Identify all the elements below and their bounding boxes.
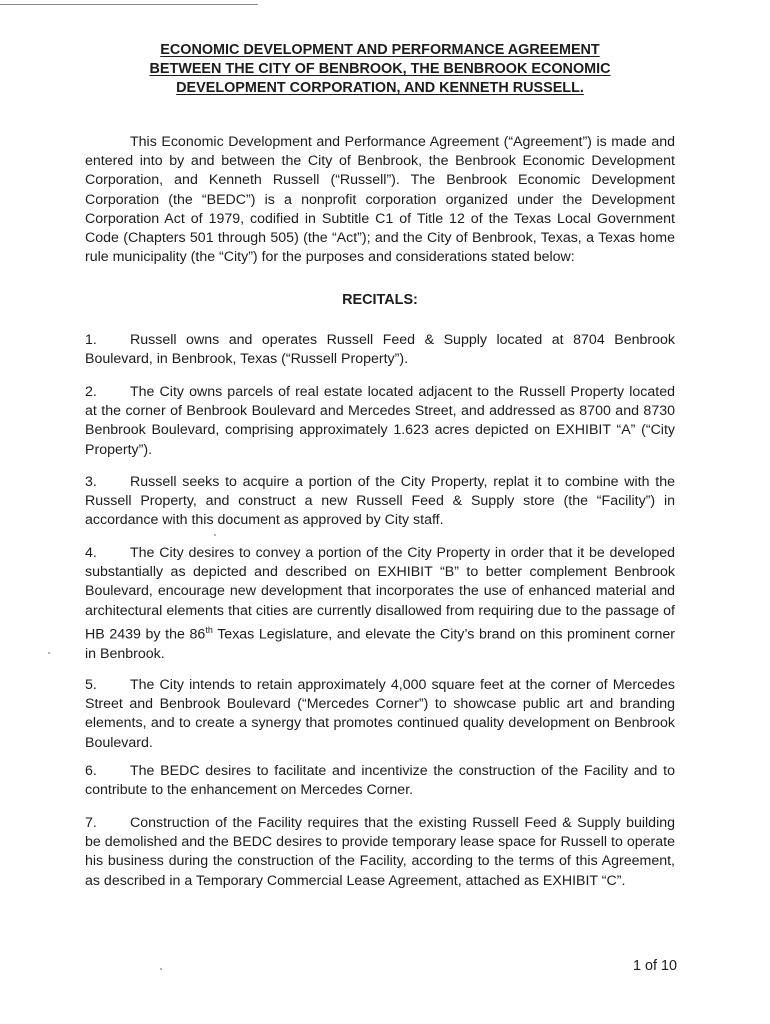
recital-number: 2.: [85, 384, 97, 400]
recital-1: [85, 331, 675, 369]
recital-text: Russell owns and operates Russell Feed & Supply located at 8704 Benbrook Boulevard, in Benbrook, Texas (“Russell Property”).: [85, 332, 675, 368]
recital-number: 7.: [85, 815, 97, 831]
recital-text-continued: Texas Legislature, and elevate the City’s brand on this prominent corner in Benbrook.: [85, 626, 675, 662]
intro-paragraph: This Economic Development and Performance Agreement (“Agreement”) is made and entered into by and between the City of Benbrook, the Benbrook Economic Development Corporation, and Kenneth Russell (“Russell”). The Benbrook Economic Development Corporation (the “BEDC”) is a nonprofit corporation organized under the Development Corporation Act of 1979, codified in Subtitle C1 of Title 12 of the Texas Local Government Code (Chapters 501 through 505) (the “Act”); and the City of Benbrook, Texas, a Texas home rule municipality (the “City”) for the purposes and considerations stated below:: [85, 134, 675, 266]
recital-text: Construction of the Facility requires that the existing Russell Feed & Supply building be demolished and the BEDC desires to provide temporary lease space for Russell to operate his business during the construction of the Facility, according to the terms of this Agreement, as described in a Temporary Commercial Lease Agreement, attached as EXHIBIT “C”.: [85, 815, 675, 889]
scan-speck: [48, 652, 50, 654]
recital-number: 3.: [85, 474, 97, 490]
title-line: BETWEEN THE CITY OF BENBROOK, THE BENBROOK ECONOMIC: [149, 61, 611, 77]
document-title: [85, 41, 675, 98]
recital-text: The BEDC desires to facilitate and incentivize the construction of the Facility and to contribute to the enhancement on Mercedes Corner.: [85, 763, 675, 799]
recital-number: 6.: [85, 763, 97, 779]
recital-6: [85, 762, 675, 800]
scan-speck: [214, 534, 216, 536]
recital-text: Russell seeks to acquire a portion of the City Property, replat it to combine with the Russell Property, and construct a new Russell Feed & Supply store (the “Facility”) in accordance with this document as approved by City staff.: [85, 474, 675, 529]
title-line: DEVELOPMENT CORPORATION, AND KENNETH RUSSELL.: [176, 80, 584, 96]
recital-5: [85, 676, 675, 753]
title-line: ECONOMIC DEVELOPMENT AND PERFORMANCE AGREEMENT: [160, 42, 600, 58]
page-number: 1 of 10: [632, 958, 677, 974]
recital-number: 1.: [85, 332, 97, 348]
recital-number: 4.: [85, 545, 97, 561]
recitals-heading: RECITALS:: [342, 292, 418, 308]
recital-4: [85, 544, 675, 664]
ordinal-superscript: th: [205, 624, 213, 635]
recital-2: [85, 383, 675, 460]
recital-7: [85, 814, 675, 891]
recital-text: The City owns parcels of real estate located adjacent to the Russell Property located at the corner of Benbrook Boulevard and Mercedes Street, and addressed as 8700 and 8730 Benbrook Boulevard, comprising approximately 1.623 acres depicted on EXHIBIT “A” (“City Property”).: [85, 384, 675, 458]
recital-text: The City intends to retain approximately 4,000 square feet at the corner of Mercedes Street and Benbrook Boulevard (“Mercedes Corner”) to showcase public art and branding elements, and to create a synergy that promotes continued quality development on Benbrook Boulevard.: [85, 677, 675, 751]
recital-3: [85, 473, 675, 531]
recital-number: 5.: [85, 677, 97, 693]
scan-edge-line: [0, 4, 258, 5]
recital-text: The City desires to convey a portion of the City Property in order that it be developed substantially as depicted and described on EXHIBIT “B” to better complement Benbrook Boulevard, encourage new development that incorporates the use of enhanced material and architectural elements that cities are currently disallowed from requiring due to the passage of HB 2439 by the 86: [85, 545, 675, 643]
scan-speck: [160, 968, 162, 970]
